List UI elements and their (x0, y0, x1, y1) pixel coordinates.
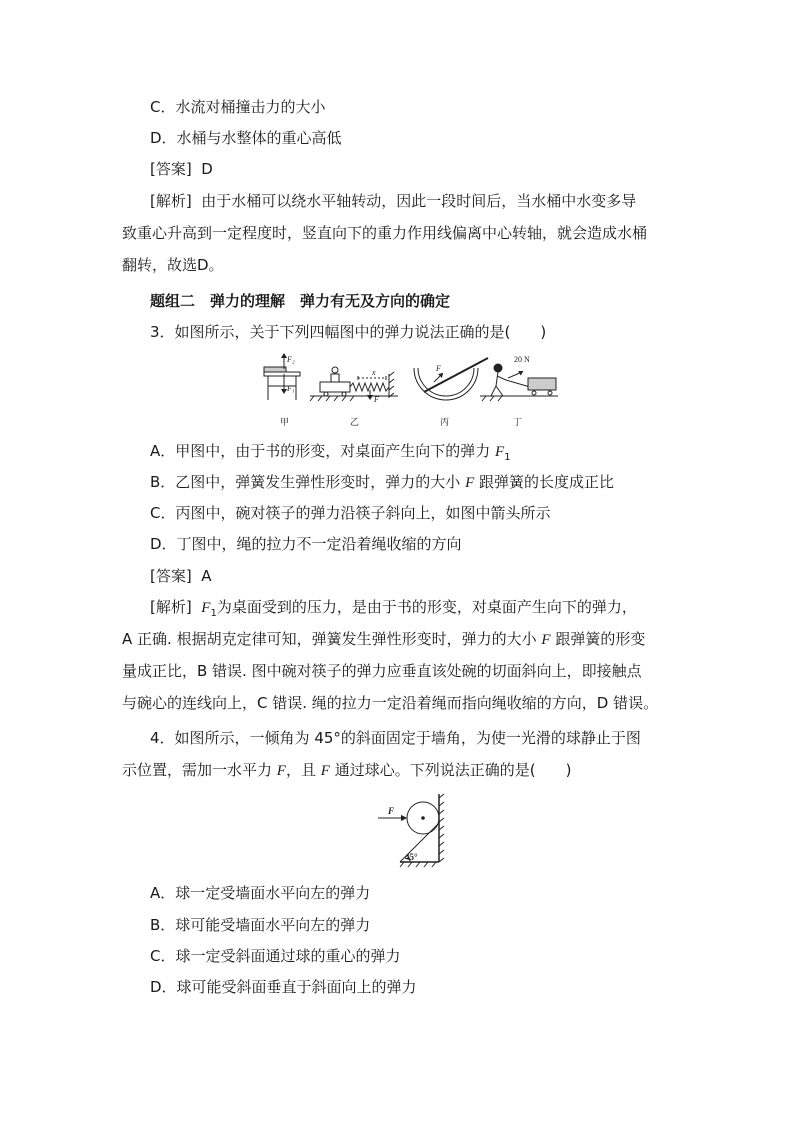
q4-figure (372, 792, 452, 868)
stem-text-end: 通过球心。下列说法正确的是( ) (334, 761, 572, 779)
q3-option-a (150, 440, 511, 469)
label-pull-force: 20 N (514, 355, 530, 364)
q3-analysis-line-2 (122, 628, 645, 651)
caption-yi: 乙 (350, 417, 360, 427)
analysis-text-end: 跟弹簧的形变 (555, 630, 646, 648)
symbol-subscript: 1 (210, 608, 217, 619)
q3-option-c: C．丙图中，碗对筷子的弹力沿筷子斜向上，如图中箭头所示 (150, 504, 551, 522)
option-a-text: A．甲图中，由于书的形变，对桌面产生向下的弹力 (150, 442, 491, 460)
analysis-text: 由于水桶可以绕水平轴转动，因此一段时间后，当水桶中水变多导 (201, 192, 637, 210)
symbol-f: F (320, 763, 330, 779)
analysis-tag: [解析] (150, 192, 192, 210)
symbol-f: F (201, 600, 211, 616)
q3-analysis-line-4: 与碗心的连线向上，C 错误. 绳的拉力一定沿着绳而指向绳收缩的方向，D 错误。 (122, 694, 659, 712)
option-b-text: B．乙图中，弹簧发生弹性形变时，弹力的大小 (150, 473, 461, 491)
label-bowl-force: F (436, 364, 441, 373)
q3-figure (258, 352, 563, 432)
q3-analysis-line-1 (150, 596, 637, 625)
caption-ding: 丁 (513, 417, 523, 427)
q4-option-b: B．球可能受墙面水平向左的弹力 (150, 916, 371, 934)
q4-option-d: D．球可能受斜面垂直于斜面向上的弹力 (150, 978, 417, 996)
q4-stem-line-1: 4．如图所示，一倾角为 45°的斜面固定于墙角，为使一光滑的球静止于图 (150, 729, 641, 747)
label-spring-force: F (374, 395, 379, 404)
answer-tag: [答案] (150, 567, 192, 585)
label-f2: F₂ (287, 355, 295, 364)
label-x: x (372, 368, 376, 377)
q3-option-d: D．丁图中，绳的拉力不一定沿着绳收缩的方向 (150, 535, 462, 553)
analysis-tag: [解析] (150, 598, 192, 616)
ball-center (421, 816, 425, 820)
symbol-f: F (465, 475, 475, 491)
stem-text: 示位置，需加一水平力 (122, 761, 273, 779)
spring-diagram (310, 367, 398, 401)
symbol-f: F (495, 444, 505, 460)
label-angle: 45° (405, 852, 418, 862)
symbol-subscript: 1 (504, 452, 511, 463)
option-b-text-end: 跟弹簧的长度成正比 (479, 473, 615, 491)
bowl-diagram (414, 358, 488, 400)
label-f1: F₁ (287, 384, 295, 393)
q2-option-d: D．水桶与水整体的重心高低 (150, 129, 342, 147)
q2-analysis-line-2: 致重心升高到一定程度时，竖直向下的重力作用线偏离中心转轴，就会造成水桶 (122, 224, 648, 242)
pull-diagram (480, 364, 558, 401)
analysis-text: 为桌面受到的压力，是由于书的形变，对桌面产生向下的弹力， (216, 598, 637, 616)
analysis-text: A 正确. 根据胡克定律可知，弹簧发生弹性形变时，弹力的大小 (122, 630, 537, 648)
answer-tag: [答案] (150, 160, 192, 178)
q3-answer (150, 565, 212, 587)
q4-stem-line-2 (122, 759, 571, 782)
q3-option-b (150, 471, 614, 494)
answer-value: A (201, 567, 212, 585)
q3-analysis-line-3: 量成正比，B 错误. 图中碗对筷子的弹力应垂直该处碗的切面斜向上，即接触点 (122, 662, 642, 680)
label-force: F (388, 806, 395, 816)
q2-option-c: C．水流对桶撞击力的大小 (150, 98, 326, 116)
q2-answer (150, 158, 213, 180)
stem-text-mid: ，且 (285, 761, 316, 779)
caption-bing: 丙 (440, 417, 450, 427)
section-title: 题组二 弹力的理解 弹力有无及方向的确定 (150, 292, 451, 310)
q2-analysis-line-3: 翻转，故选D。 (122, 256, 224, 274)
q3-stem: 3．如图所示，关于下列四幅图中的弹力说法正确的是( ) (150, 323, 547, 341)
answer-value: D (201, 160, 213, 178)
caption-jia: 甲 (280, 417, 290, 427)
q4-option-a: A．球一定受墙面水平向左的弹力 (150, 884, 371, 902)
q4-option-c: C．球一定受斜面通过球的重心的弹力 (150, 947, 401, 965)
q2-analysis-line-1 (150, 190, 636, 212)
symbol-f: F (276, 763, 286, 779)
symbol-f: F (541, 632, 551, 648)
